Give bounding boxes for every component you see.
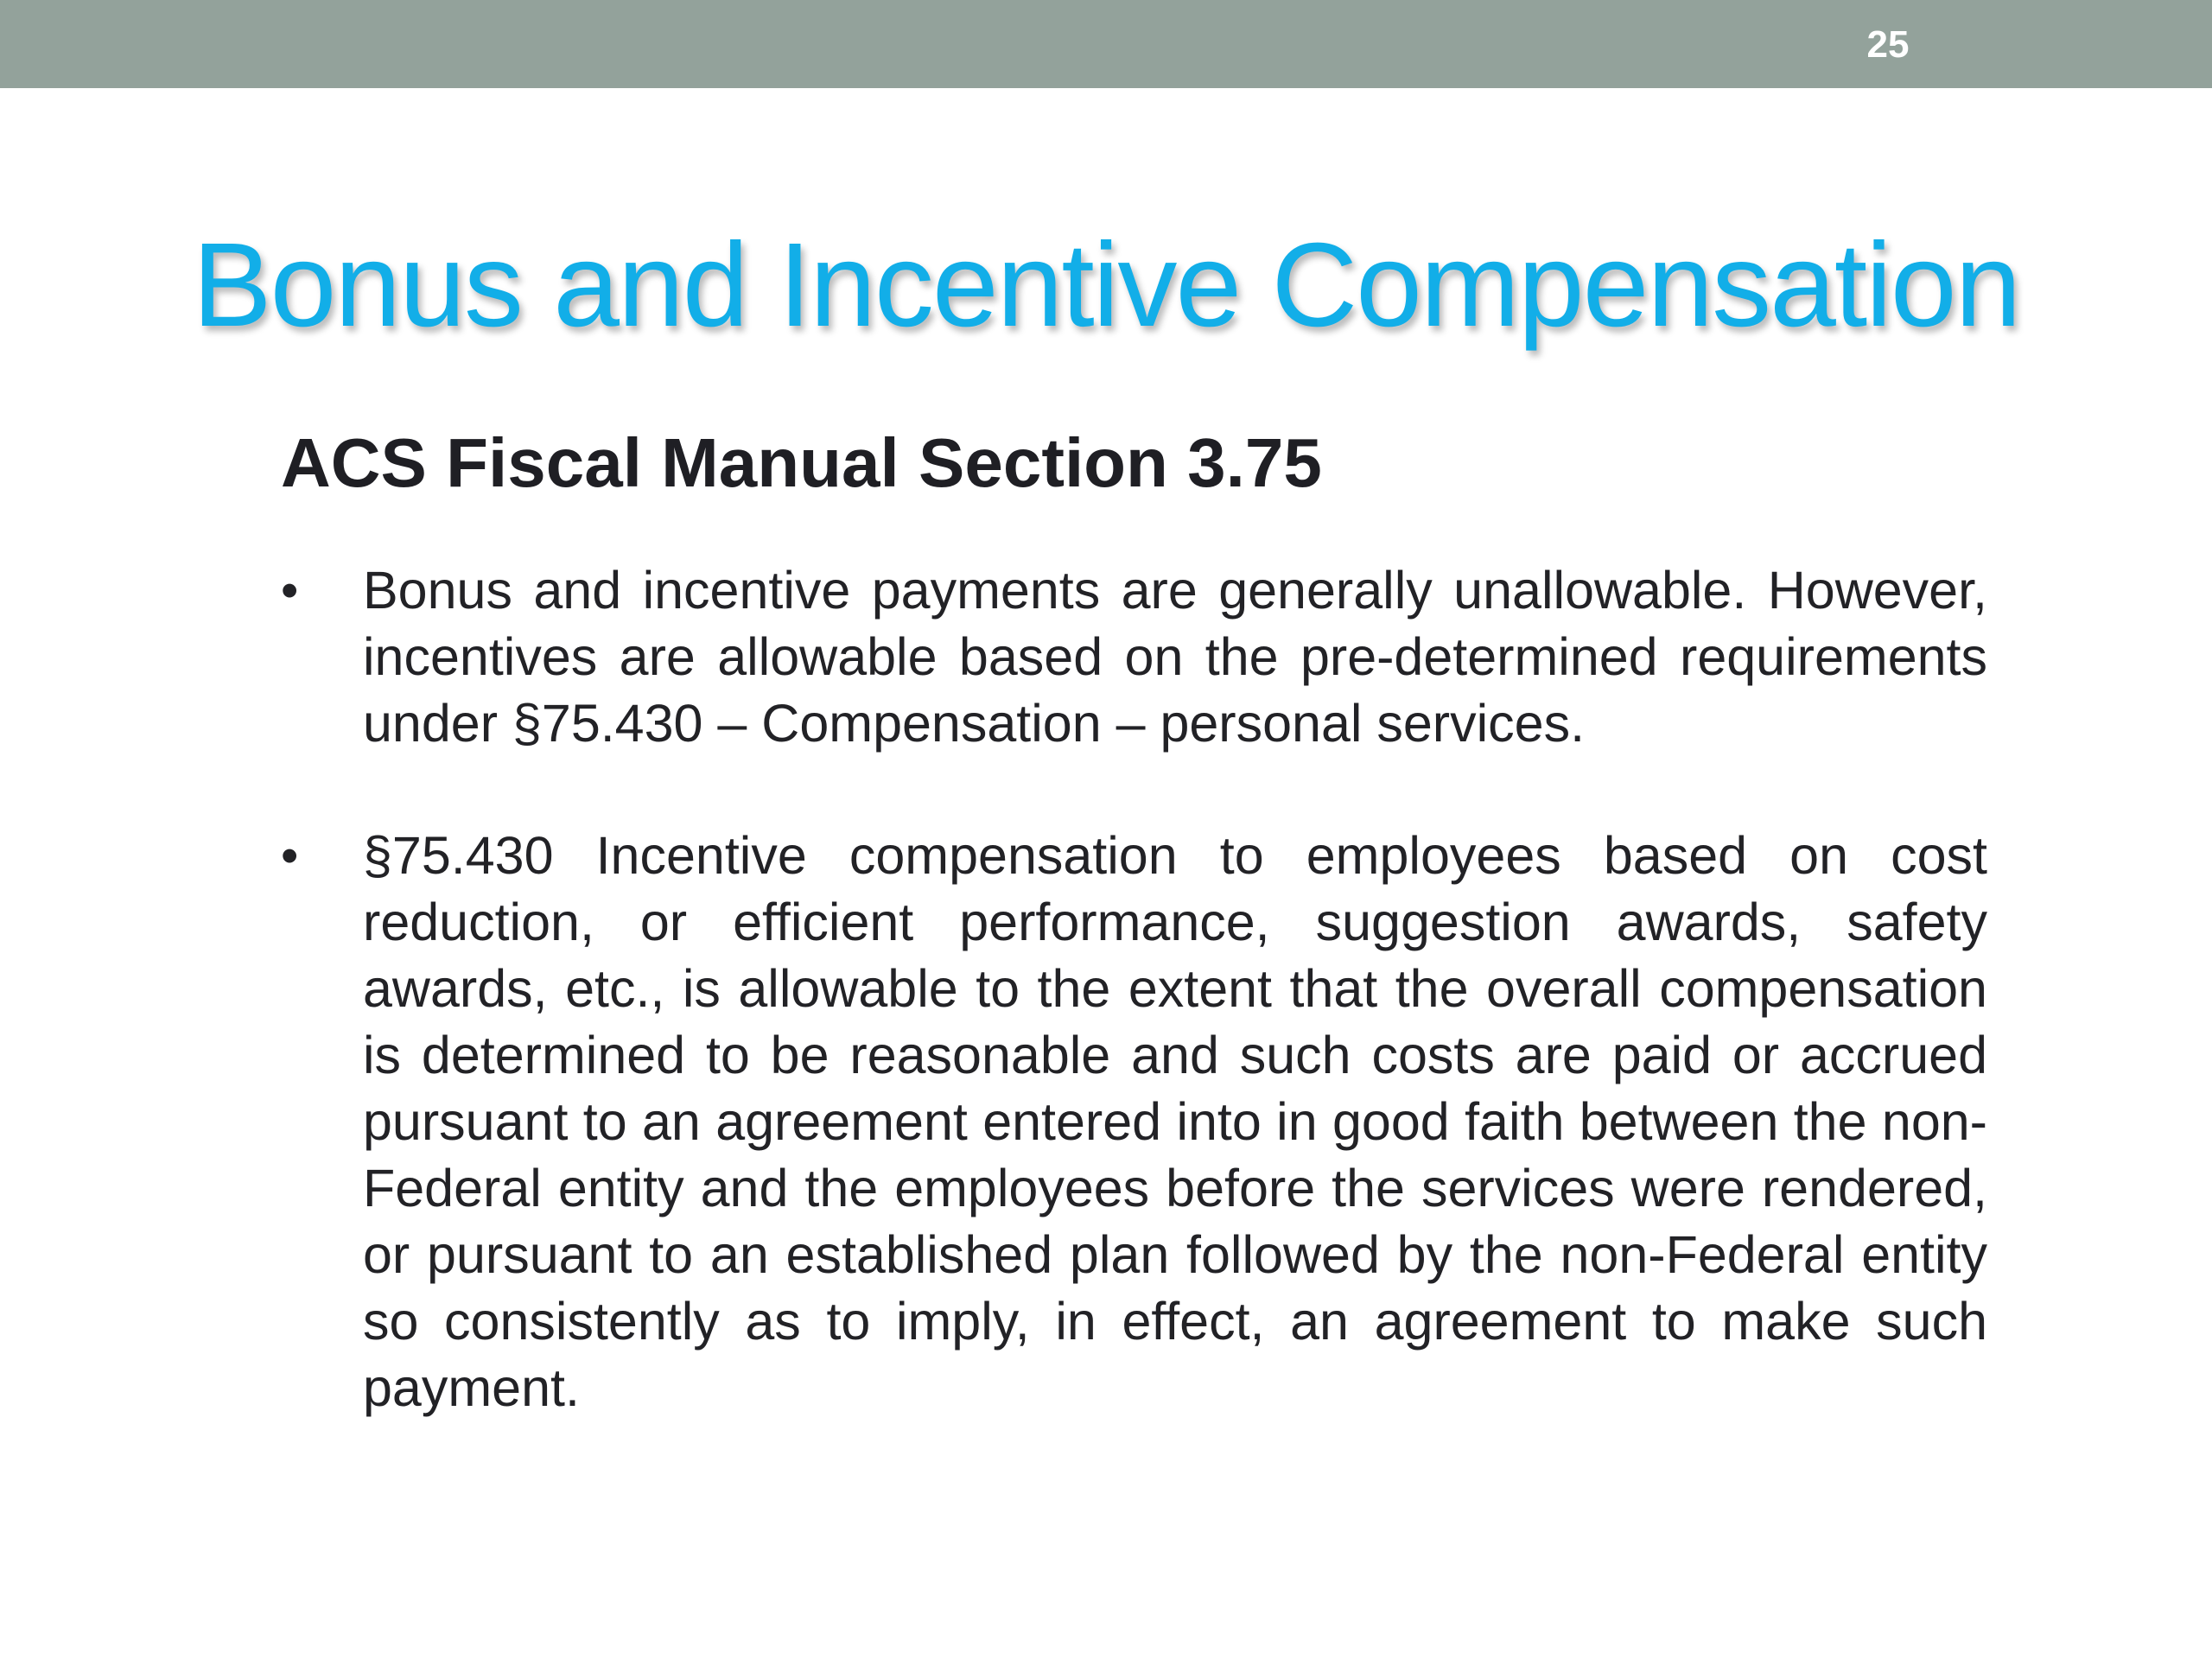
section-heading: ACS Fiscal Manual Section 3.75 [281, 424, 1322, 501]
slide-number: 25 [1866, 23, 1910, 66]
bullet-text: §75.430 Incentive compensation to employees based on cost reduction, or efficient performance, suggestion awards, safety awards, etc., is allowable to the extent that the overall compensation is determined to be reasonable and such costs are paid or accrued pursuant to an agreement entered into in good faith between the non-Federal entity and the employees before the services were rendered, or pursuant to an established plan followed by the non-Federal entity so consistently as to imply, in effect, an agreement to make such payment. [363, 826, 1987, 1417]
bullet-icon: • [281, 563, 299, 619]
header-bar [0, 0, 2212, 88]
bullet-icon: • [281, 828, 299, 884]
bullet-item-2 [281, 823, 1987, 1421]
bullet-list [281, 557, 1987, 1487]
slide-title: Bonus and Incentive Compensation [192, 219, 2020, 352]
bullet-text: Bonus and incentive payments are generally unallowable. However, incentives are allowable based on the pre-determined requirements under §75.430 – Compensation – personal services. [363, 561, 1987, 753]
bullet-item-1 [281, 557, 1987, 757]
